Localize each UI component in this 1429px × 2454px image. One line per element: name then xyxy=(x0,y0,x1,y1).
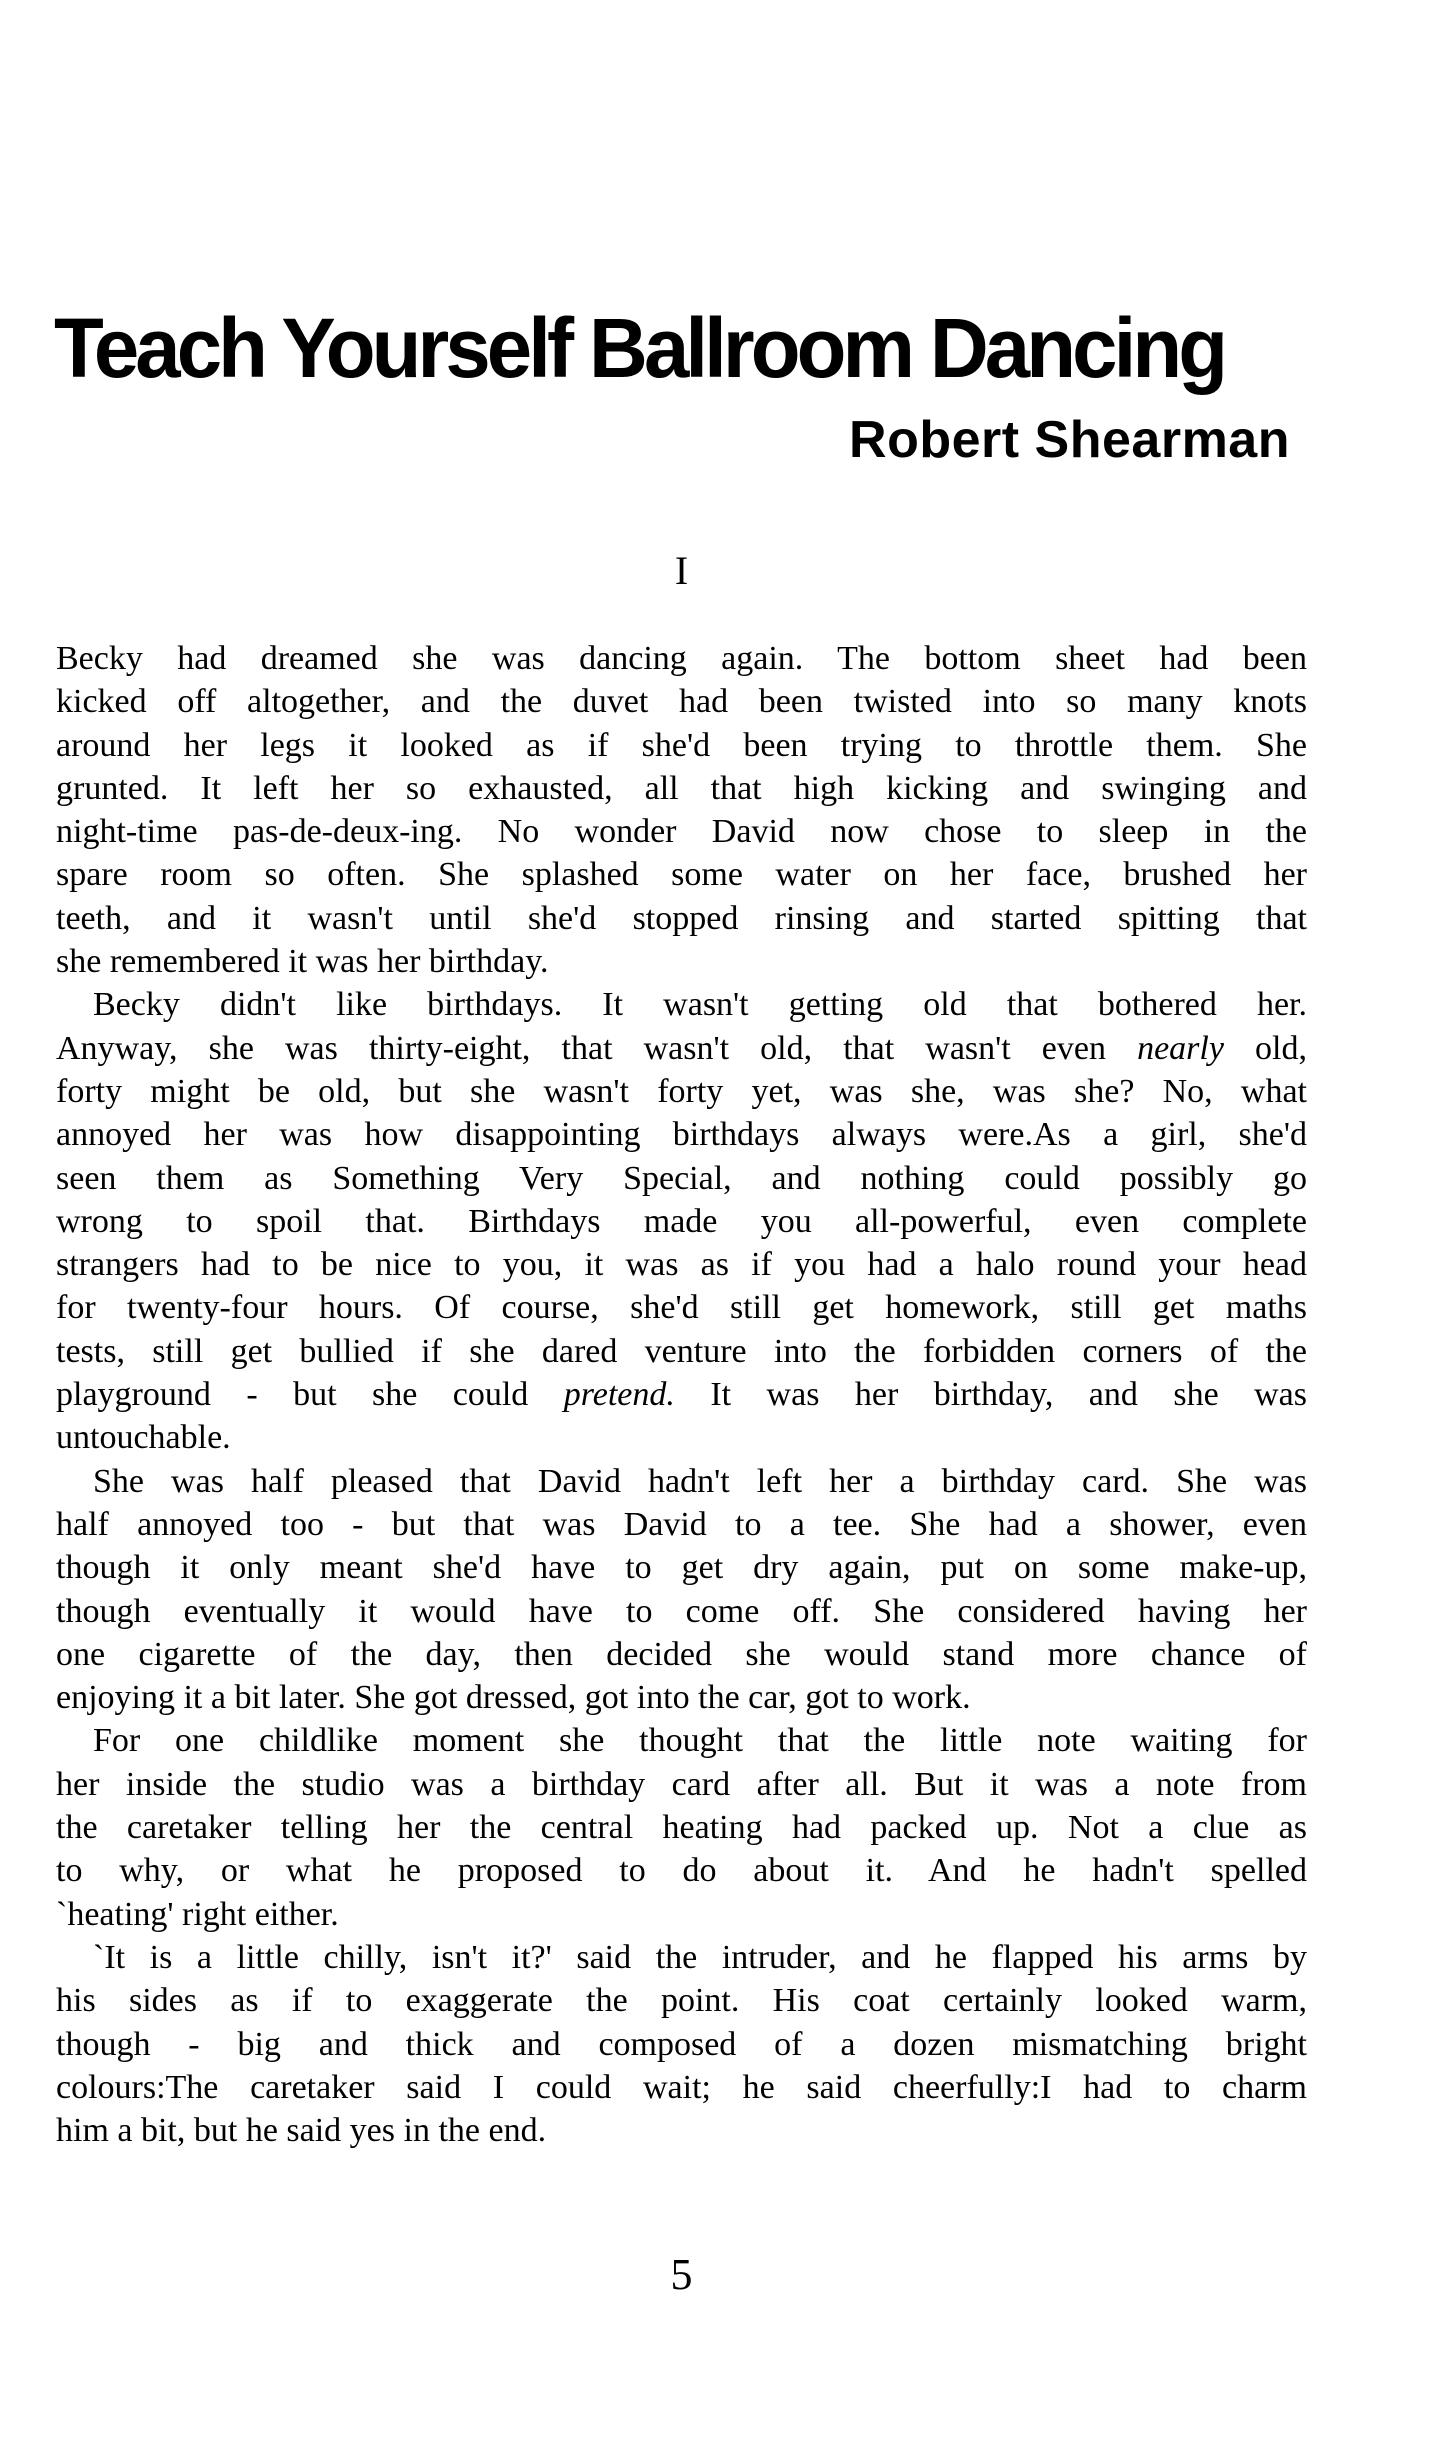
text-line: half annoyed too - but that was David to a tee. She had a shower, even xyxy=(56,1505,1307,1543)
text-line: one cigarette of the day, then decided she would stand more chance of xyxy=(56,1635,1307,1673)
text-line: strangers had to be nice to you, it was as if you had a halo round your head xyxy=(56,1246,1307,1284)
italic-phrase: pretend. xyxy=(563,1376,675,1414)
text-line: Becky had dreamed she was dancing again. The bottom sheet had been xyxy=(56,640,1307,677)
paragraph xyxy=(56,1719,1307,1935)
paragraph xyxy=(56,1460,1307,1720)
paragraph xyxy=(56,983,1307,1459)
text-line: night-time pas-de-deux-ing. No wonder David now chose to sleep in the xyxy=(56,813,1307,851)
text-line: `heating' right either. xyxy=(56,1895,339,1933)
text-line: kicked off altogether, and the duvet had been twisted into so many knots xyxy=(56,683,1307,721)
text-line: her inside the studio was a birthday card after all. But it was a note from xyxy=(56,1765,1307,1803)
author-name: Robert Shearman xyxy=(849,411,1290,469)
text-line: teeth, and it wasn't until she'd stopped rinsing and started spitting that xyxy=(56,899,1307,937)
text-line: though - big and thick and composed of a dozen mismatching bright xyxy=(56,2025,1307,2063)
text-line: Becky didn't like birthdays. It wasn't getting old that bothered her. xyxy=(93,986,1307,1024)
paragraph xyxy=(56,637,1307,983)
text-line: For one childlike moment she thought that the little note waiting for xyxy=(93,1722,1307,1760)
text-line: tests, still get bullied if she dared venture into the forbidden corners of the xyxy=(56,1332,1307,1370)
paragraph xyxy=(56,1936,1307,2152)
text-line: colours:The caretaker said I could wait; he said cheerfully:I had to charm xyxy=(56,2068,1307,2106)
text-line: though it only meant she'd have to get dry again, put on some make-up, xyxy=(56,1549,1307,1587)
text-line: she remembered it was her birthday. xyxy=(56,943,549,981)
story-title: Teach Yourself Ballroom Dancing xyxy=(54,301,1225,395)
text-line: though eventually it would have to come off. She considered having her xyxy=(56,1592,1307,1630)
text-line: untouchable. xyxy=(56,1419,231,1457)
text-line: him a bit, but he said yes in the end. xyxy=(56,2112,547,2150)
text-line: seen them as Something Very Special, and nothing could possibly go xyxy=(56,1159,1307,1197)
story-text xyxy=(56,637,1307,2152)
text-line: his sides as if to exaggerate the point. His coat certainly looked warm, xyxy=(56,1982,1307,2020)
text-line: around her legs it looked as if she'd been trying to throttle them. She xyxy=(56,726,1307,764)
text-line: to why, or what he proposed to do about it. And he hadn't spelled xyxy=(56,1852,1307,1890)
text-line: for twenty-four hours. Of course, she'd still get homework, still get maths xyxy=(56,1289,1307,1327)
text-line: spare room so often. She splashed some water on her face, brushed her xyxy=(56,856,1307,894)
text-line: Anyway, she was thirty-eight, that wasn't old, that wasn't even nearly old, xyxy=(56,1029,1307,1067)
text-line: forty might be old, but she wasn't forty yet, was she, was she? No, what xyxy=(56,1072,1307,1110)
text-line: the caretaker telling her the central heating had packed up. Not a clue as xyxy=(56,1809,1307,1847)
text-line: `It is a little chilly, isn't it?' said the intruder, and he flapped his arms by xyxy=(93,1938,1307,1976)
text-line: enjoying it a bit later. She got dressed, got into the car, got to work. xyxy=(56,1679,971,1717)
text-line: grunted. It left her so exhausted, all that high kicking and swinging and xyxy=(56,769,1307,807)
section-numeral-heading: I xyxy=(674,548,689,593)
text-line: annoyed her was how disappointing birthdays always were.As a girl, she'd xyxy=(56,1116,1307,1154)
text-line: playground - but she could pretend. It was her birthday, and she was xyxy=(56,1376,1307,1414)
text-line: She was half pleased that David hadn't left her a birthday card. She was xyxy=(93,1462,1307,1500)
italic-phrase: nearly xyxy=(1137,1029,1224,1067)
text-line: wrong to spoil that. Birthdays made you all-powerful, even complete xyxy=(56,1202,1307,1240)
page-number: 5 xyxy=(670,2250,693,2299)
